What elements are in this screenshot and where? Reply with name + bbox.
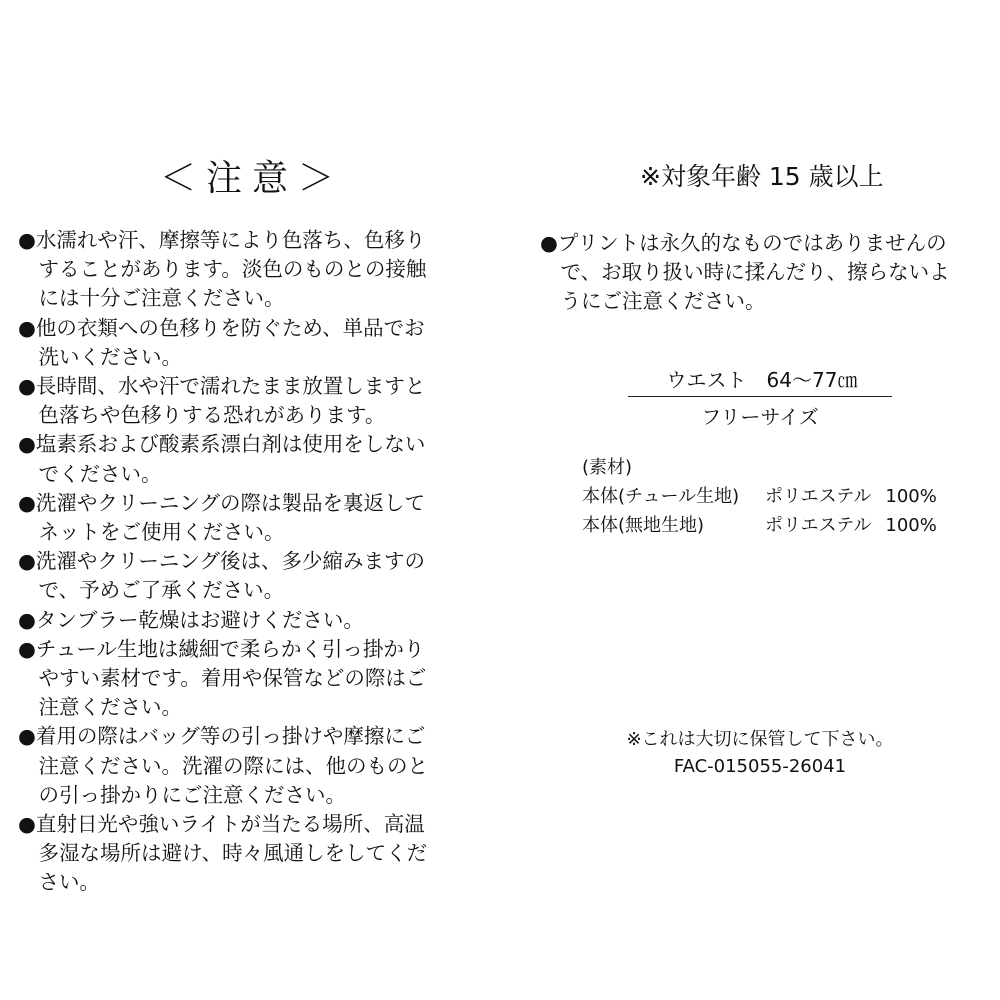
caution-title: ＜注意＞ bbox=[160, 158, 345, 199]
materials-heading: (素材) bbox=[582, 457, 633, 478]
material-fiber: ポリエステル bbox=[765, 486, 872, 507]
caution-line: ●塩素系および酸素系漂白剤は使用をしない bbox=[18, 432, 426, 457]
caution-list bbox=[18, 226, 428, 898]
keep-note: ※これは大切に保管して下さい。 bbox=[626, 729, 894, 750]
product-code: FAC-015055-26041 bbox=[673, 756, 847, 777]
caution-line: には十分ご注意ください。 bbox=[18, 286, 285, 311]
size-table bbox=[628, 364, 892, 430]
material-percent: 100% bbox=[885, 486, 937, 507]
print-note-line: で、お取り扱い時に揉んだり、擦らないよ bbox=[540, 260, 950, 285]
caution-line: 洗いください。 bbox=[18, 344, 182, 369]
material-part: 本体(無地生地) bbox=[582, 515, 705, 536]
materials-section bbox=[582, 453, 937, 540]
caution-line: さい。 bbox=[18, 870, 100, 895]
material-row bbox=[582, 482, 937, 511]
caution-line: やすい素材です。着用や保管などの際はご bbox=[18, 666, 427, 691]
caution-line: ●チュール生地は繊細で柔らかく引っ掛かり bbox=[18, 636, 425, 661]
waist-size: ウエスト 64〜77㎝ bbox=[666, 368, 858, 392]
caution-line: 多湿な場所は避け、時々風通しをしてくだ bbox=[18, 841, 428, 866]
caution-line: ●着用の際はバッグ等の引っ掛けや摩擦にご bbox=[18, 724, 426, 749]
caution-line: ネットをご使用ください。 bbox=[18, 520, 285, 545]
print-note bbox=[540, 229, 950, 317]
caution-line: することがあります。淡色のものとの接触 bbox=[18, 257, 427, 282]
caution-line: でください。 bbox=[18, 461, 162, 486]
material-fiber: ポリエステル bbox=[765, 515, 872, 536]
caution-line: 注意ください。 bbox=[18, 695, 182, 720]
caution-line: ●直射日光や強いライトが当たる場所、高温 bbox=[18, 812, 425, 837]
caution-line: ●洗濯やクリーニング後は、多少縮みますの bbox=[18, 549, 425, 574]
caution-line: ●他の衣類への色移りを防ぐため、単品でお bbox=[18, 315, 425, 340]
free-size-label: フリーサイズ bbox=[701, 405, 819, 429]
caution-line: ●水濡れや汗、摩擦等により色落ち、色移り bbox=[18, 228, 426, 252]
caution-line: で、予めご了承ください。 bbox=[18, 578, 285, 603]
caution-line: 注意ください。洗濯の際には、他のものと bbox=[18, 753, 428, 778]
caution-line: ●洗濯やクリーニングの際は製品を裏返して bbox=[18, 490, 425, 515]
keep-note-block bbox=[0, 726, 1000, 780]
print-note-line: うにご注意ください。 bbox=[540, 289, 766, 314]
size-divider bbox=[628, 396, 892, 397]
caution-line: ●タンブラー乾燥はお避けください。 bbox=[18, 607, 364, 632]
caution-line: 色落ちや色移りする恐れがあります。 bbox=[18, 403, 386, 428]
material-part: 本体(チュール生地) bbox=[582, 486, 740, 507]
caution-line: ●長時間、水や汗で濡れたまま放置しますと bbox=[18, 374, 426, 399]
print-note-line: ●プリントは永久的なものではありませんの bbox=[540, 231, 947, 255]
target-age-note: ※対象年齢 15 歳以上 bbox=[640, 162, 884, 191]
material-percent: 100% bbox=[885, 515, 937, 536]
material-row bbox=[582, 511, 937, 540]
caution-line: の引っ掛かりにご注意ください。 bbox=[18, 782, 346, 807]
